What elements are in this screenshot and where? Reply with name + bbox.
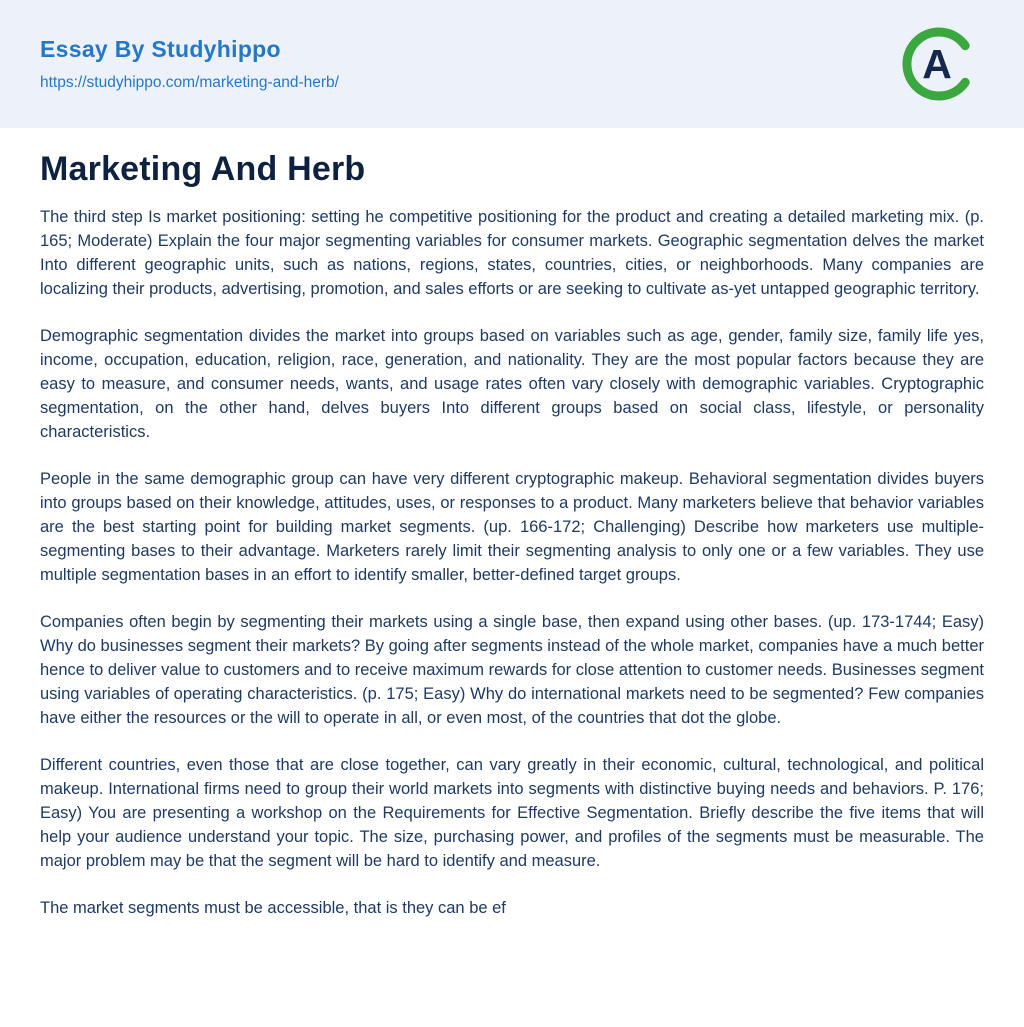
paragraph: People in the same demographic group can have very different cryptographic makeup. Behavioral segmentation divides buyers into groups based on their knowledge, attitudes, uses, or responses to a product. Many marketers believe that behavior variables are the best starting point for building market segments. (up. 166-172; Challenging) Describe how marketers use multiple-segmenting bases to their advantage. Marketers rarely limit their segmenting analysis to only one or a few variables. They use multiple segmentation bases in an effort to identify smaller, better-defined target groups. (40, 470, 984, 584)
logo-circle-icon (902, 27, 976, 101)
studyhippo-logo (902, 27, 976, 101)
paragraph: The market segments must be accessible, that is they can be ef (40, 899, 506, 917)
paragraph: Demographic segmentation divides the market into groups based on variables such as age, gender, family size, family life yes, income, occupation, education, religion, race, generation, and nationality. They are the most popular factors because they are easy to measure, and consumer needs, wants, and usage rates often vary closely with demographic variables. Cryptographic segmentation, on the other hand, delves buyers Into different groups based on social class, lifestyle, or personality characteristics. (40, 327, 984, 441)
article-body (40, 205, 984, 920)
page-header (0, 0, 1024, 128)
paragraph: The third step Is market positioning: setting he competitive positioning for the product and creating a detailed marketing mix. (p. 165; Moderate) Explain the four major segmenting variables for consumer markets. Geographic segmentation delves the market Into different geographic units, such as nations, regions, states, countries, cities, or neighborhoods. Many companies are localizing their products, advertising, promotion, and sales efforts or are seeking to cultivate as-yet untapped geographic territory. (40, 208, 984, 298)
header-text (40, 36, 339, 92)
paragraph: Different countries, even those that are close together, can vary greatly in their economic, cultural, technological, and political makeup. International firms need to group their world markets into segments with distinctive buying needs and behaviors. P. 176; Easy) You are presenting a workshop on the Requirements for Effective Segmentation. Briefly describe the five items that will help your audience understand your topic. The size, purchasing power, and profiles of the segments must be measurable. The major problem may be that the segment will be hard to identify and measure. (40, 756, 984, 870)
site-title: Essay By Studyhippo (40, 36, 281, 62)
logo-letter: A (922, 41, 952, 87)
article (0, 128, 1024, 920)
article-title: Marketing And Herb (40, 150, 366, 188)
paragraph: Companies often begin by segmenting their markets using a single base, then expand using other bases. (up. 173-1744; Easy) Why do businesses segment their markets? By going after segments instead of the whole market, companies have a much better hence to deliver value to customers and to receive maximum rewards for close attention to customer needs. Businesses segment using variables of operating characteristics. (p. 175; Easy) Why do international markets need to be segmented? Few companies have either the resources or the will to operate in all, or even most, of the countries that dot the globe. (40, 613, 984, 727)
source-url-link[interactable]: https://studyhippo.com/marketing-and-herb/ (40, 74, 339, 91)
